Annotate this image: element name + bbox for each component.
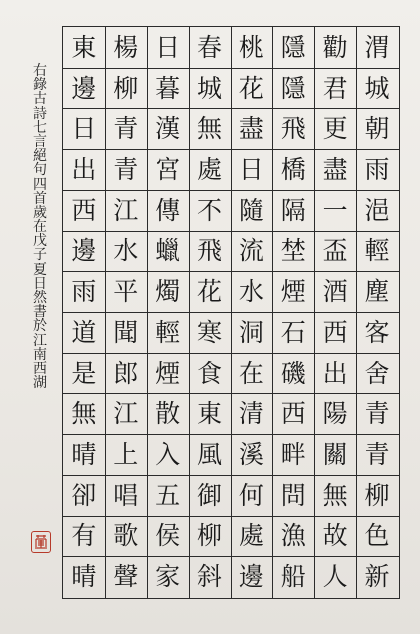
poem-character: 漢 [155,114,181,144]
poem-character: 青 [364,440,390,469]
poem-character: 卻 [71,480,97,510]
inscription-character: 右 [33,63,47,79]
poem-character: 隱 [280,73,306,103]
inscription-character: 南 [33,346,47,363]
poem-character: 磯 [280,358,306,388]
red-seal-stamp [31,531,51,553]
poem-character: 關 [322,440,348,469]
poem-character: 新 [364,562,390,592]
poem-character: 春 [197,32,223,62]
poem-character: 酒 [322,277,348,307]
poem-character: 處 [238,521,264,551]
poem-character: 在 [238,358,264,388]
poem-character: 花 [238,73,264,103]
poem-character: 流 [238,236,264,266]
poem-character: 侯 [155,521,181,551]
poem-character: 道 [71,317,97,347]
poem-character: 輕 [364,236,390,266]
poem-character: 渭 [364,32,390,62]
poem-character: 青 [113,114,139,144]
poem-character: 盡 [322,155,348,184]
poem-character: 歌 [113,521,139,551]
poem-character: 溪 [238,440,264,469]
poem-character: 飛 [280,114,306,144]
poem-character: 客 [364,317,390,347]
poem-character: 唱 [113,480,139,510]
poem-character: 風 [197,440,223,469]
poem-character: 日 [238,155,264,184]
poem-character: 五 [155,480,181,510]
poem-character: 是 [71,358,97,388]
inscription-character: 在 [33,219,47,236]
poem-character: 寒 [197,317,223,347]
poem-character: 浥 [364,195,390,225]
poem-character: 西 [280,399,306,429]
poem-character: 御 [197,480,223,510]
poem-character: 西 [71,195,97,225]
inscription-character: 西 [33,360,47,377]
poem-character: 塵 [364,277,390,307]
poem-character: 日 [71,114,97,144]
poem-character: 無 [322,480,348,510]
poem-character: 飛 [197,236,223,266]
poem-character: 食 [197,358,223,388]
poem-character: 晴 [71,562,97,592]
poem-character: 平 [113,277,139,307]
poem-character: 勸 [322,32,348,62]
poem-character: 青 [113,155,139,184]
poem-character: 江 [113,399,139,429]
poem-character: 邊 [238,562,264,592]
poem-character: 陽 [322,399,348,429]
poem-character: 東 [197,399,223,429]
poem-character: 聲 [113,562,139,592]
poem-character: 橋 [280,155,306,184]
poem-character: 郎 [113,358,139,388]
inscription-character: 日 [33,275,47,292]
inscription-character: 子 [33,247,47,264]
poem-character: 隔 [280,195,306,225]
poem-character: 雨 [364,155,390,184]
poem-character: 煙 [155,358,181,388]
inscription-character: 然 [33,290,47,306]
inscription-character: 句 [33,162,47,179]
poem-character: 人 [322,562,348,592]
poem-character: 城 [364,73,390,103]
poem-character: 君 [322,73,348,103]
poem-character: 東 [71,32,97,62]
poem-character: 何 [238,480,264,510]
poem-character: 柳 [364,480,390,510]
poem-character: 柳 [197,521,223,551]
poem-character: 聞 [113,317,139,347]
poem-character: 隱 [280,32,306,62]
poem-character: 煙 [280,277,306,307]
poem-character: 傳 [155,195,181,225]
poem-character: 盃 [322,236,348,266]
poem-character: 色 [364,521,390,551]
poem-character: 更 [322,114,348,144]
poem-character: 水 [113,236,139,266]
poem-character: 清 [238,399,264,429]
poem-character: 一 [322,195,348,225]
poem-character: 盡 [238,114,264,144]
poem-character: 家 [155,562,181,592]
poem-character: 處 [197,155,223,184]
poem-character: 無 [197,114,223,144]
poem-character: 城 [197,73,223,103]
poem-character: 散 [155,399,181,429]
poem-character: 日 [155,32,181,62]
poem-character: 桃 [238,32,264,62]
poem-character: 石 [280,317,306,347]
poem-character: 江 [113,195,139,225]
poem-character: 青 [364,399,390,429]
inscription-character: 歲 [33,204,47,221]
inscription-character: 湖 [33,375,47,392]
poem-character: 無 [71,399,97,429]
poem-character: 輕 [155,317,181,347]
poem-character: 有 [71,521,97,551]
inscription-character: 錄 [33,77,47,94]
inscription-character: 七 [33,119,47,136]
poem-character: 入 [155,440,181,469]
character-grid [62,26,400,599]
poem-character: 隨 [238,195,264,225]
poem-character: 水 [238,277,264,307]
poem-character: 柳 [113,73,139,103]
poem-character: 船 [280,562,306,592]
poem-character: 埜 [280,236,306,266]
inscription-character: 首 [33,190,47,207]
inscription-character: 古 [33,91,47,108]
poem-character: 出 [71,155,97,184]
inscription-character: 夏 [33,261,47,278]
seal-glyph-icon [34,534,48,550]
poem-character: 宮 [155,155,181,184]
poem-character: 朝 [364,114,390,144]
poem-character: 出 [322,358,348,388]
poem-character: 花 [197,277,223,307]
inscription-character: 江 [33,332,47,349]
poem-character: 雨 [71,277,97,307]
poem-character: 洞 [238,317,264,347]
poem-character: 邊 [71,73,97,103]
poem-character: 燭 [155,277,181,307]
inscription-character: 書 [33,304,47,321]
inscription-character: 戊 [33,233,47,250]
poem-character: 問 [280,480,306,510]
poem-character: 舍 [364,358,390,388]
inscription-character: 於 [33,318,47,335]
poem-character: 漁 [280,521,306,551]
poem-character: 不 [197,195,223,225]
inscription-character: 四 [33,176,47,193]
poem-character: 西 [322,317,348,347]
poem-character: 畔 [280,440,306,469]
poem-character: 上 [113,440,139,469]
poem-character: 斜 [197,562,223,592]
poem-character: 晴 [71,440,97,469]
inscription-character: 絕 [33,148,47,165]
poem-character: 暮 [155,73,181,103]
poem-character: 蠟 [155,236,181,266]
poem-character: 邊 [71,236,97,266]
inscription-character: 言 [33,133,47,150]
inscription-character: 詩 [33,105,47,122]
inscription-column [30,64,50,390]
poem-character: 故 [322,521,348,551]
poem-character: 楊 [113,32,139,62]
